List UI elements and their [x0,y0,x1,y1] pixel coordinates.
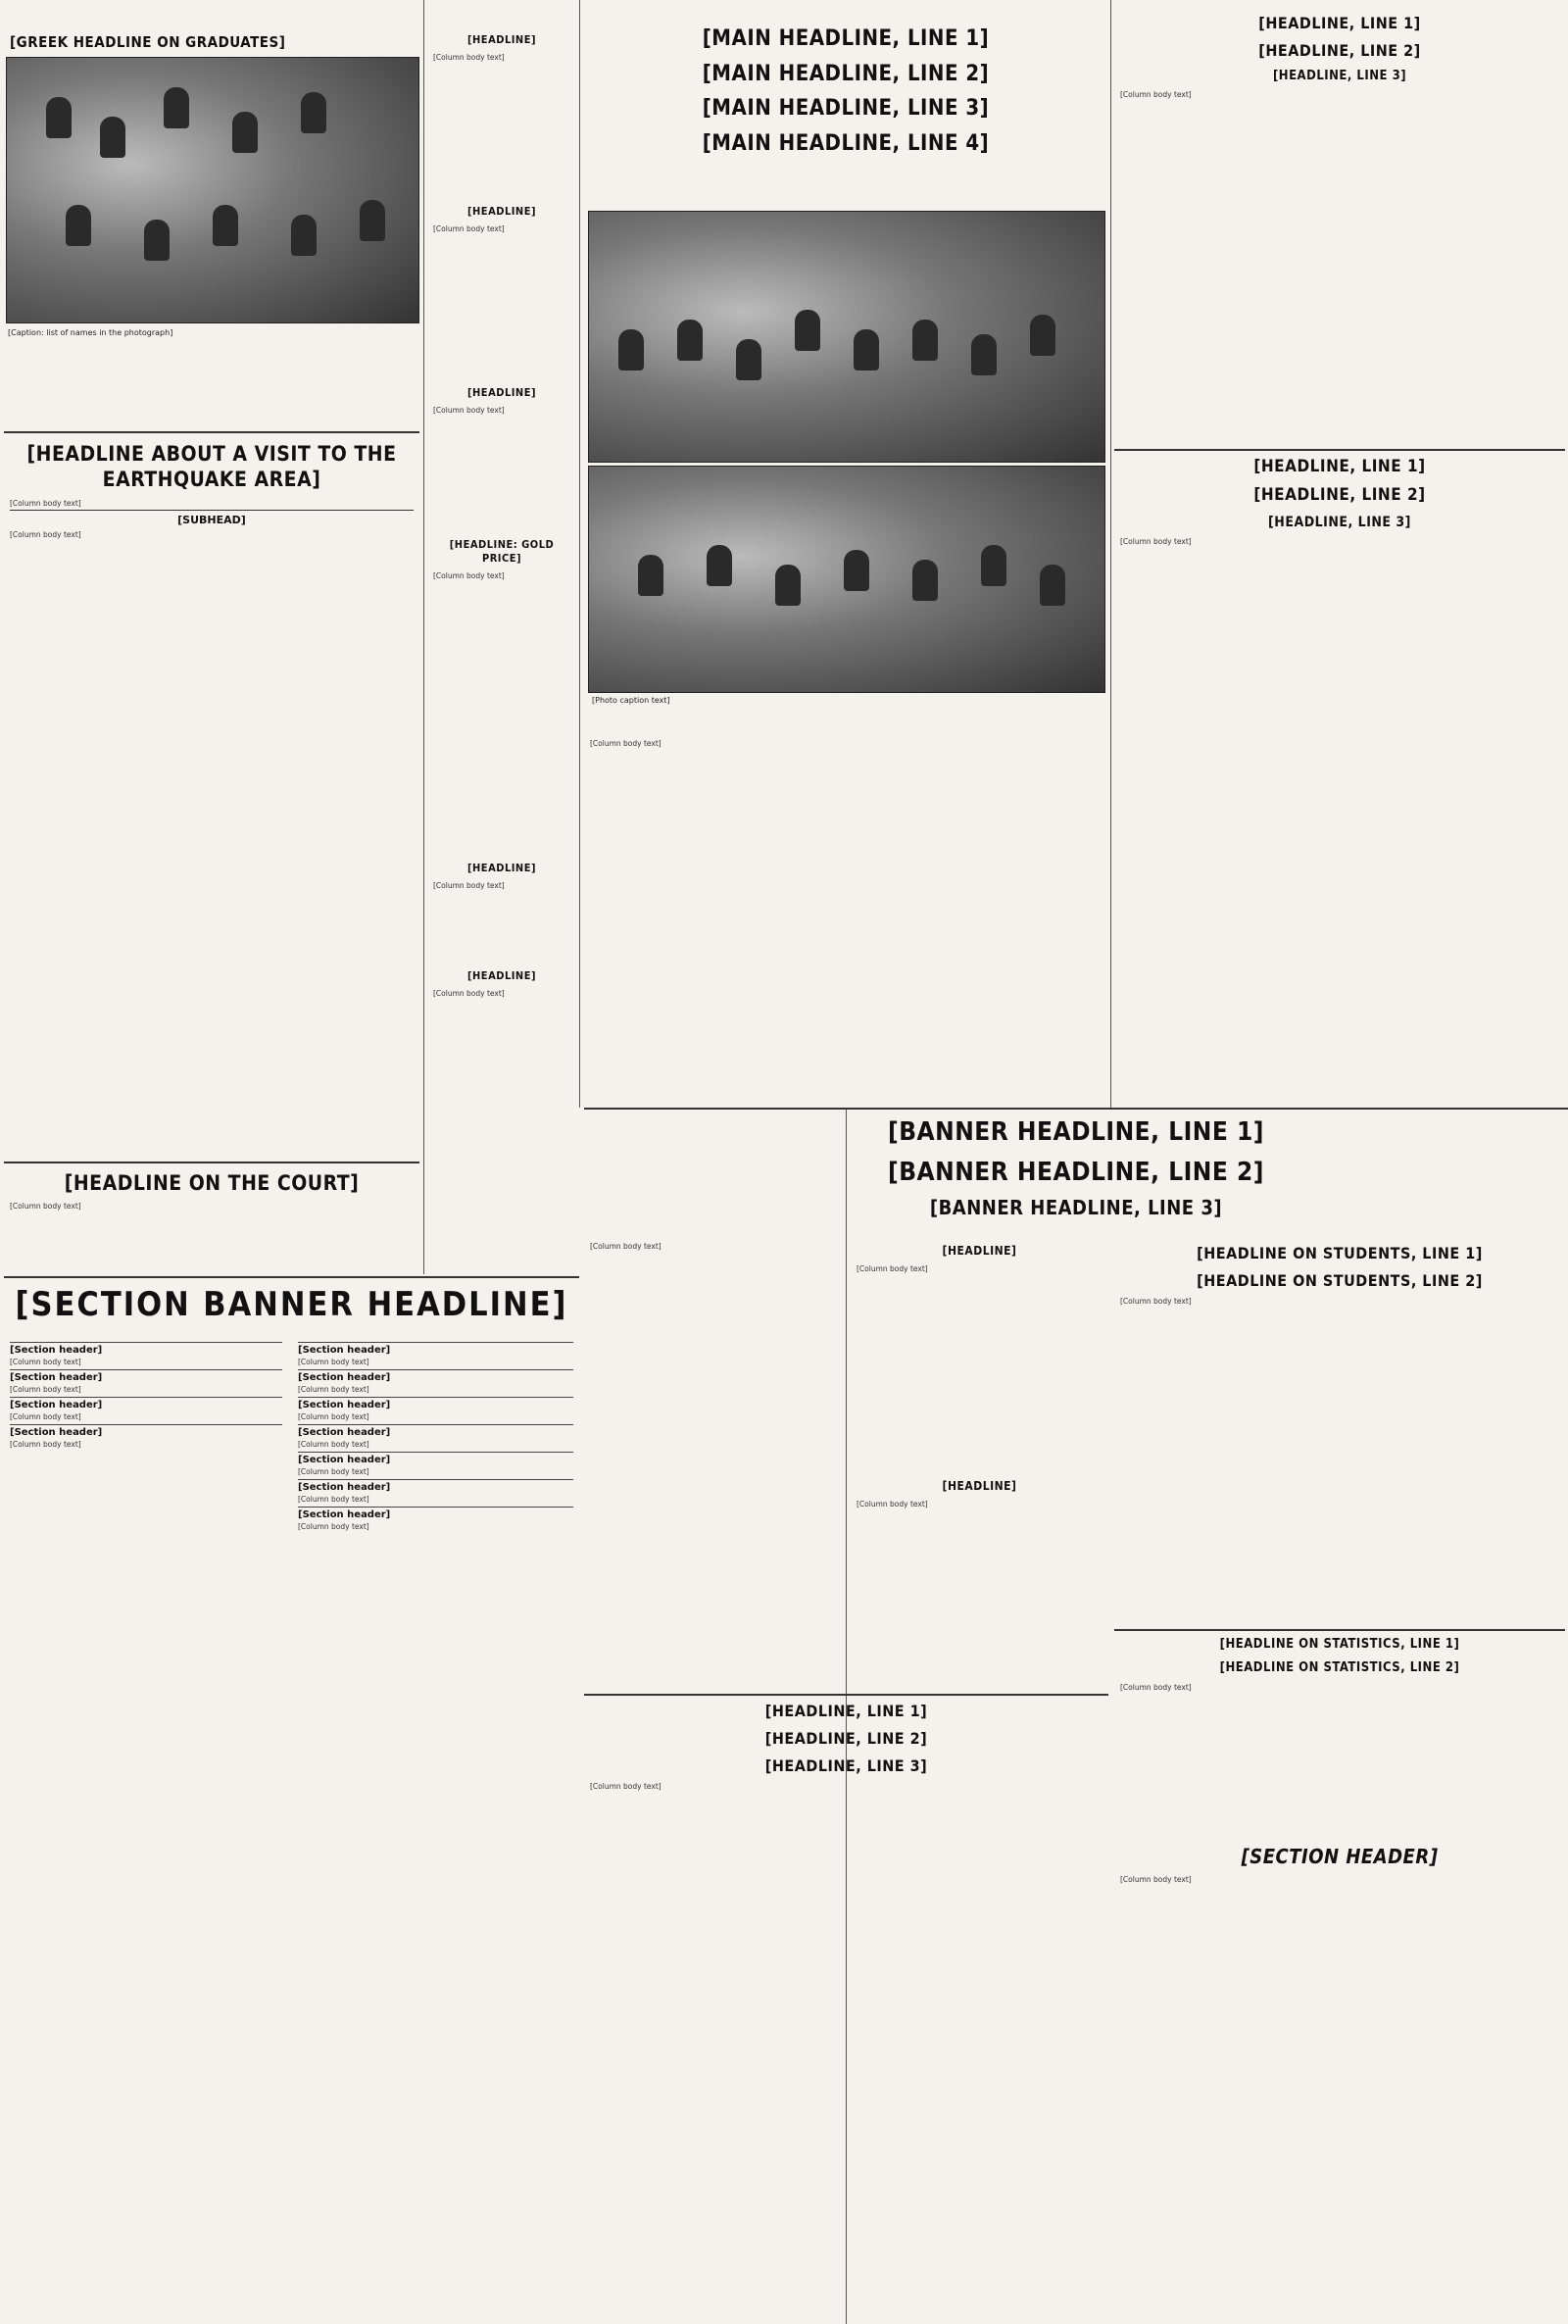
headline-line-3: [HEADLINE, LINE 3] [1272,69,1407,83]
section-label: [Section header] [10,1424,282,1438]
photo-figure [677,320,703,361]
main-headline-line-4: [MAIN HEADLINE, LINE 4] [702,130,990,156]
banner-headline-line-3: [BANNER HEADLINE, LINE 3] [929,1196,1223,1219]
photo-figure [775,565,801,606]
section-rule [4,1162,419,1163]
headline-line-1: [HEADLINE, LINE 1] [764,1702,928,1720]
provincial-col-2 [292,1339,579,2321]
section-label: [Section header] [298,1342,573,1356]
photo-figure [213,205,238,246]
article-body: [Column body text] [298,1358,369,1366]
headline: [HEADLINE] [467,862,536,874]
story-side-1 [851,1240,1108,1475]
article-body: [Column body text] [10,1440,81,1449]
article-body: [Column body text] [10,498,81,508]
story-gold-price [427,534,576,858]
article-body: [Column body text] [1120,90,1192,100]
story-kallas-contract [427,382,576,534]
story-ika-banner [584,1113,1568,1240]
headline: [HEADLINE: GOLD PRICE] [449,538,555,565]
photo-figure [912,560,938,601]
provincial-news-banner [4,1280,579,1339]
headline-line-2: [HEADLINE, LINE 2] [764,1729,928,1748]
story-miners-body [584,737,1107,1105]
provincial-col-1 [4,1339,288,2321]
photo-figure [971,334,997,375]
article-body: [Column body text] [857,1264,928,1273]
photo-figure [844,550,869,591]
section-label: [Section header] [10,1397,282,1410]
article-body: [Column body text] [298,1467,369,1476]
article-body: [Column body text] [298,1412,369,1421]
article-body: [Column body text] [10,1202,81,1211]
headline-line-3: [HEADLINE, LINE 3] [1268,514,1411,530]
photo-figure [100,117,125,158]
photo-caption: [Caption: list of names in the photograph] [8,328,173,337]
story-rent-control [1114,10,1565,446]
section-label: [Section header] [298,1507,573,1520]
photo-figure [707,545,732,586]
banner-headline: [SECTION BANNER HEADLINE] [15,1285,568,1324]
article-body: [Column body text] [433,223,505,233]
section-label: [Section header] [298,1452,573,1465]
column-rule [579,0,580,1108]
headline-line-2: [HEADLINE ON STATISTICS, LINE 2] [1219,1660,1460,1676]
photo-figure [981,545,1006,586]
headline: [HEADLINE ON THE COURT] [64,1171,360,1195]
story-doxology [427,858,576,965]
article-body: [Column body text] [433,988,505,998]
subhead: [SUBHEAD] [10,510,414,526]
article-body: [Column body text] [10,1412,81,1421]
story-side-2 [851,1475,1108,1691]
headline-line-1: [HEADLINE, LINE 1] [1258,14,1421,32]
photo-figure [66,205,91,246]
headline: [GREEK HEADLINE ON GRADUATES] [10,33,286,51]
article-body: [Column body text] [433,880,505,890]
story-pm-visit [4,437,419,1143]
headline: [HEADLINE] [467,205,536,218]
main-headline-line-2: [MAIN HEADLINE, LINE 2] [702,61,990,86]
story-peron [584,1698,1108,2321]
story-veterans [427,965,576,1108]
headline: [HEADLINE] [467,33,536,46]
photo-figure [854,329,879,371]
article-body: [Column body text] [298,1522,369,1531]
section-rule [584,1108,1568,1110]
section-header: [SECTION HEADER] [1241,1845,1439,1868]
headline-line-1: [HEADLINE ON STUDENTS, LINE 1] [1197,1244,1483,1262]
headline-line-2: [HEADLINE, LINE 2] [1253,485,1426,506]
article-body: [Column body text] [298,1385,369,1394]
section-rule [1114,449,1565,451]
photo-figure [638,555,663,596]
photo-figure [164,87,189,128]
headline: [HEADLINE] [467,386,536,399]
banner-headline-line-1: [BANNER HEADLINE, LINE 1] [888,1117,1264,1147]
story-athens-news [1114,1841,1565,2321]
story-court [4,1166,419,1274]
headline-line-1: [HEADLINE ON STATISTICS, LINE 1] [1219,1637,1460,1652]
article-body: [Column body text] [10,1385,81,1394]
section-label: [Section header] [10,1369,282,1383]
headline: [HEADLINE] [942,1479,1017,1493]
column-rule [423,0,424,1274]
headline: [HEADLINE] [467,969,536,982]
story-military-call [1114,453,1565,1105]
article-body: [Column body text] [10,529,81,539]
headline: [HEADLINE ABOUT A VISIT TO THE EARTHQUAKE AREA] [26,442,397,492]
article-body: [Column body text] [590,1782,662,1791]
headline-line-2: [HEADLINE ON STUDENTS, LINE 2] [1197,1271,1483,1290]
photo-figure [912,320,938,361]
photo-figure [736,339,761,380]
article-body: [Column body text] [590,739,662,748]
photo-figure [795,310,820,351]
section-label: [Section header] [10,1342,282,1356]
photo-figure [301,92,326,133]
photo-graduates [6,57,419,323]
story-medical-films [427,29,576,201]
section-label: [Section header] [298,1397,573,1410]
article-body: [Column body text] [433,52,505,62]
section-rule [1114,1629,1565,1631]
story-ika-body [584,1240,843,1691]
photo-figure [144,220,170,261]
article-body: [Column body text] [298,1440,369,1449]
headline: [HEADLINE] [942,1244,1017,1258]
headline-line-3: [HEADLINE, LINE 3] [764,1756,928,1775]
article-body: [Column body text] [1120,1682,1192,1692]
article-body: [Column body text] [590,1242,662,1251]
column-rule [1110,0,1111,1108]
photo-figure [360,200,385,241]
photo-figure [291,215,317,256]
photo-figure [1040,565,1065,606]
photo-strikers-2 [588,466,1105,693]
section-rule [584,1694,1108,1696]
article-body: [Column body text] [1120,1875,1192,1884]
story-students [1114,1240,1565,1627]
section-label: [Section header] [298,1479,573,1493]
section-label: [Section header] [298,1424,573,1438]
photo-caption: [Photo caption text] [592,696,670,705]
article-body: [Column body text] [1120,1297,1192,1306]
section-rule [4,1276,579,1278]
photo-figure [618,329,644,371]
section-rule [4,431,419,433]
headline-line-1: [HEADLINE, LINE 1] [1253,457,1426,476]
article-body: [Column body text] [1120,537,1192,546]
photo-strikers-1 [588,211,1105,463]
main-headline-line-1: [MAIN HEADLINE, LINE 1] [702,26,990,51]
article-body: [Column body text] [10,1358,81,1366]
headline-line-2: [HEADLINE, LINE 2] [1258,41,1421,60]
article-body: [Column body text] [298,1495,369,1504]
story-statistics [1114,1633,1565,1839]
article-body: [Column body text] [433,570,505,580]
photo-figure [46,97,72,138]
story-party-union [427,201,576,382]
story-miners-strike [584,22,1107,208]
photo-figure [1030,315,1055,356]
photo-figure [232,112,258,153]
article-body: [Column body text] [433,405,505,415]
section-label: [Section header] [298,1369,573,1383]
article-body: [Column body text] [857,1500,928,1508]
main-headline-line-3: [MAIN HEADLINE, LINE 3] [702,96,990,121]
banner-headline-line-2: [BANNER HEADLINE, LINE 2] [888,1157,1264,1187]
